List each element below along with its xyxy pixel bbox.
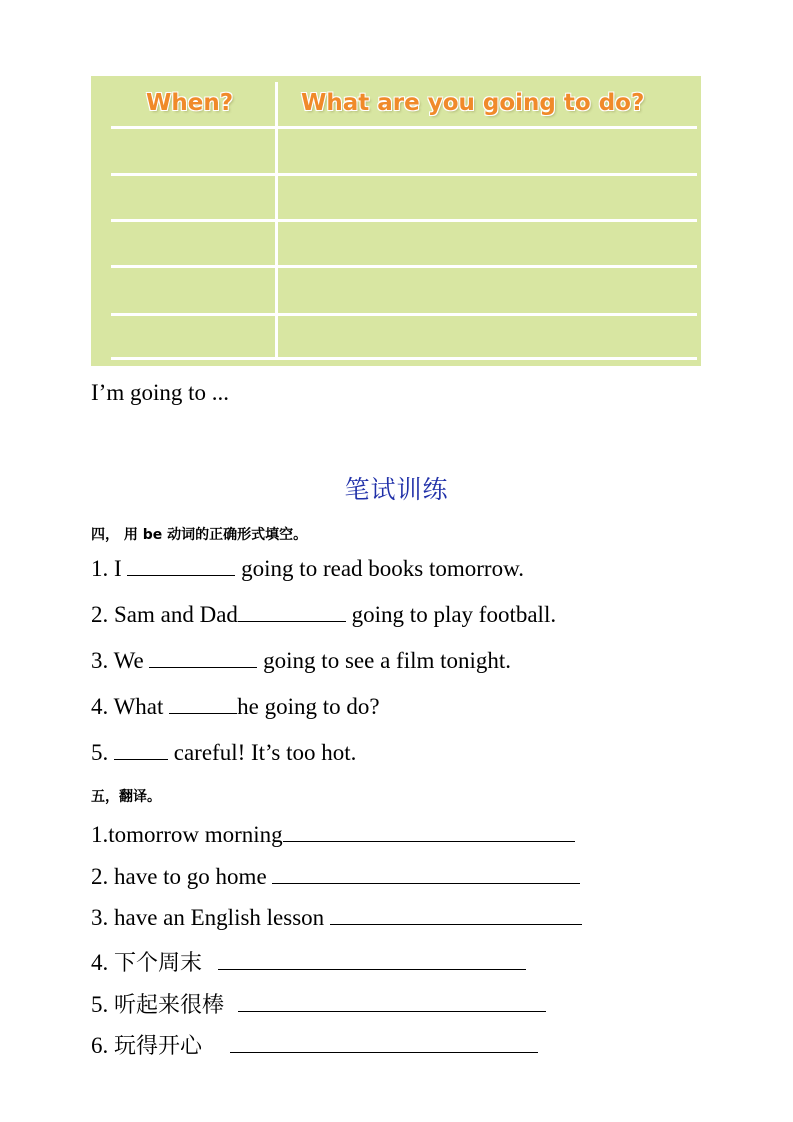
row-rule (111, 265, 697, 268)
fill-item-1 (91, 555, 524, 582)
answer-row-1[interactable] (91, 130, 701, 170)
answer-row-5[interactable] (91, 317, 701, 357)
row-rule (111, 173, 697, 176)
item-prefix: 1. I (91, 556, 128, 581)
item-number: 6. (91, 1033, 114, 1058)
item-chinese: 下个周末 (114, 951, 203, 976)
answer-blank[interactable] (330, 904, 582, 925)
answer-blank[interactable] (272, 863, 580, 884)
fill-item-3 (91, 647, 511, 674)
answer-blank[interactable] (238, 991, 546, 1012)
item-suffix: going to read books tomorrow. (235, 556, 524, 581)
item-text: 2. have to go home (91, 864, 273, 889)
item-prefix: 3. We (91, 648, 150, 673)
item-text: 3. have an English lesson (91, 905, 330, 930)
answer-blank[interactable] (238, 601, 346, 622)
plan-table (91, 76, 701, 366)
answer-blank[interactable] (149, 647, 257, 668)
item-chinese: 玩得开心 (114, 1034, 203, 1059)
item-number: 5. (91, 992, 114, 1017)
translate-item-5 (91, 988, 546, 1019)
answer-blank[interactable] (114, 739, 168, 760)
item-prefix: 4. What (91, 694, 170, 719)
item-text: 1.tomorrow morning (91, 822, 283, 847)
item-prefix: 5. (91, 740, 114, 765)
translate-item-3 (91, 904, 582, 931)
fill-item-5 (91, 739, 356, 766)
translate-item-4 (91, 946, 526, 977)
translate-item-6 (91, 1029, 538, 1060)
item-number: 4. (91, 950, 114, 975)
answer-row-3[interactable] (91, 223, 701, 263)
answer-blank[interactable] (230, 1032, 538, 1053)
row-rule (111, 313, 697, 316)
answer-blank[interactable] (218, 949, 526, 970)
row-rule (111, 357, 697, 360)
item-suffix: careful! It’s too hot. (168, 740, 357, 765)
item-suffix: going to see a film tonight. (257, 648, 512, 673)
item-suffix: he going to do? (237, 694, 380, 719)
item-prefix: 2. Sam and Dad (91, 602, 238, 627)
item-suffix: going to play football. (345, 602, 557, 627)
row-rule (111, 219, 697, 222)
answer-row-4[interactable] (91, 269, 701, 309)
intro-sentence: I’m going to ... (91, 380, 229, 405)
header-what: What are you going to do? (301, 90, 645, 116)
part5-instruction: 五，翻译。 (91, 789, 161, 805)
fill-item-2 (91, 601, 556, 628)
item-chinese: 听起来很棒 (114, 993, 225, 1018)
section-title: 笔试训练 (344, 477, 449, 504)
answer-blank[interactable] (283, 821, 575, 842)
fill-item-4 (91, 693, 380, 720)
header-rule (111, 126, 697, 129)
translate-item-2 (91, 863, 580, 890)
answer-blank[interactable] (127, 555, 235, 576)
part4-instruction: 四， 用 be 动词的正确形式填空。 (91, 527, 308, 543)
answer-blank[interactable] (169, 693, 237, 714)
header-when: When? (146, 90, 234, 116)
answer-row-2[interactable] (91, 177, 701, 217)
translate-item-1 (91, 821, 575, 848)
